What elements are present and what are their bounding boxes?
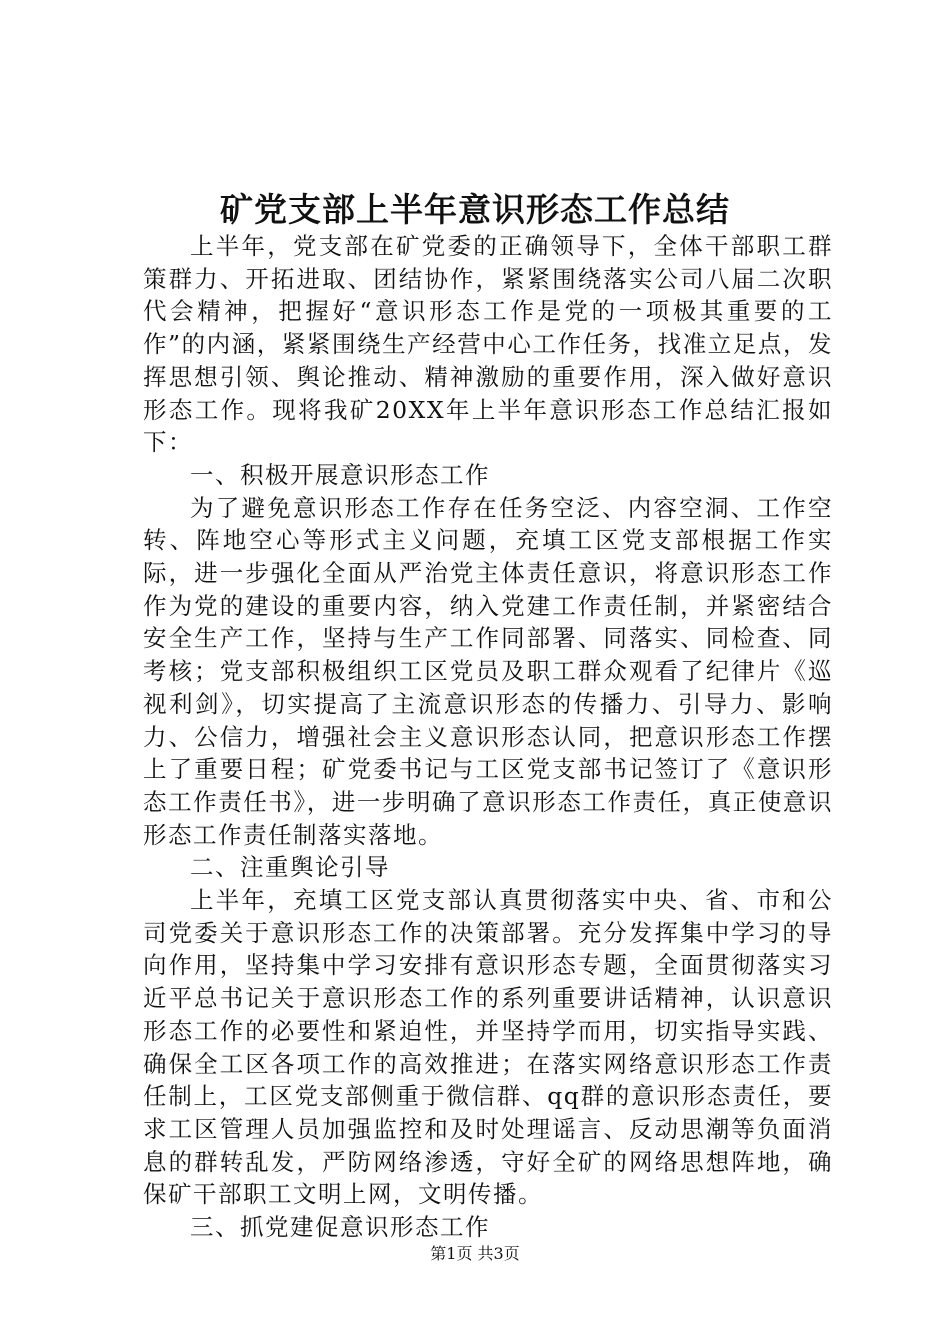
intro-paragraph: 上半年，党支部在矿党委的正确领导下，全体干部职工群策群力、开拓进取、团结协作，紧紧围绕落实公司八届二次职代会精神，把握好“意识形态工作是党的一项极其重要的工作”的内涵，紧紧围绕生产经营中心工作任务，找准立足点，发挥思想引领、舆论推动、精神激励的重要作用，深入做好意识形态工作。现将我矿20XX年上半年意识形态工作总结汇报如下：	[143, 232, 833, 457]
section-heading-2: 二、注重舆论引导	[190, 853, 390, 882]
section-2-paragraph: 上半年，充填工区党支部认真贯彻落实中央、省、市和公司党委关于意识形态工作的决策部署。充分发挥集中学习的导向作用，坚持集中学习安排有意识形态专题，全面贯彻落实习近平总书记关于意识形态工作的系列重要讲话精神，认识意识形态工作的必要性和紧迫性，并坚持学而用，切实指导实践、确保全工区各项工作的高效推进；在落实网络意识形态工作责任制上，工区党支部侧重于微信群、qq群的意识形态责任，要求工区管理人员加强监控和及时处理谣言、反动思潮等负面消息的群转乱发，严防网络渗透，守好全矿的网络思想阵地，确保矿干部职工文明上网，文明传播。	[143, 886, 833, 1209]
page-number-footer: 第1页 共3页	[430, 1244, 520, 1263]
section-heading-3: 三、抓党建促意识形态工作	[190, 1213, 490, 1242]
document-body	[143, 230, 833, 1244]
section-1-paragraph: 为了避免意识形态工作存在任务空泛、内容空洞、工作空转、阵地空心等形式主义问题，充填工区党支部根据工作实际，进一步强化全面从严治党主体责任意识，将意识形态工作作为党的建设的重要内容，纳入党建工作责任制，并紧密结合安全生产工作，坚持与生产工作同部署、同落实、同检查、同考核；党支部积极组织工区党员及职工群众观看了纪律片《巡视利剑》，切实提高了主流意识形态的传播力、引导力、影响力、公信力，增强社会主义意识形态认同，把意识形态工作摆上了重要日程；矿党委书记与工区党支部书记签订了《意识形态工作责任书》，进一步明确了意识形态工作责任，真正使意识形态工作责任制落实落地。	[143, 493, 833, 849]
document-title: 矿党支部上半年意识形态工作总结	[220, 190, 730, 229]
section-heading-1: 一、积极开展意识形态工作	[190, 460, 490, 489]
